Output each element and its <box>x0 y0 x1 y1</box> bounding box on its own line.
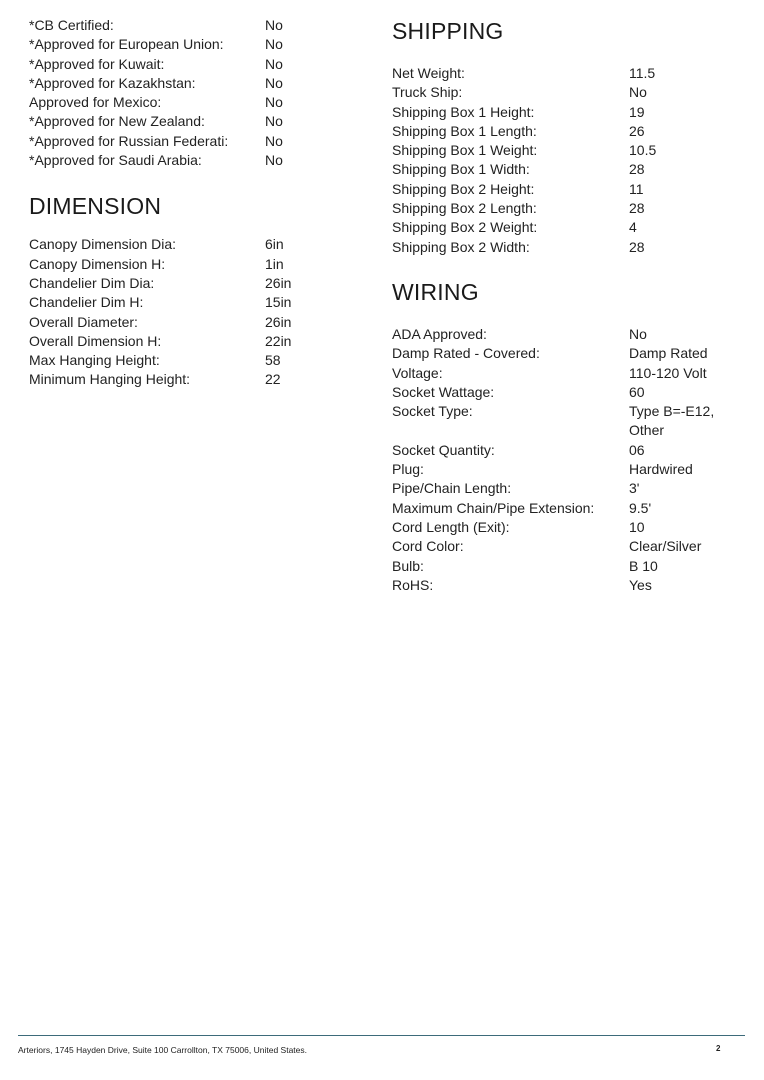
spec-label: Canopy Dimension Dia: <box>29 236 177 253</box>
wiring-list <box>392 325 752 595</box>
spec-value: 110-120 Volt <box>629 364 707 381</box>
wiring-section <box>392 277 752 595</box>
wiring-row <box>392 460 752 479</box>
spec-value: 26 <box>629 122 645 139</box>
shipping-row <box>392 83 752 102</box>
spec-label: *Approved for Kazakhstan: <box>29 74 196 91</box>
spec-label: Overall Diameter: <box>29 313 138 330</box>
left-column <box>29 16 349 390</box>
spec-value: 4 <box>629 219 637 236</box>
spec-value: No <box>629 84 647 101</box>
spec-label: *Approved for Saudi Arabia: <box>29 152 202 169</box>
right-column <box>392 16 752 595</box>
spec-value: No <box>265 152 283 169</box>
spec-label: RoHS: <box>392 576 434 593</box>
dimension-row <box>29 370 349 389</box>
spec-label: Max Hanging Height: <box>29 352 160 369</box>
spec-label: Socket Type: <box>392 403 473 420</box>
spec-value: 26in <box>265 313 292 330</box>
spec-value: Yes <box>629 576 652 593</box>
spec-label: Shipping Box 2 Weight: <box>392 219 538 236</box>
shipping-row <box>392 64 752 83</box>
spec-label: Socket Quantity: <box>392 441 495 458</box>
spec-label: Shipping Box 1 Weight: <box>392 142 538 159</box>
spec-label: *Approved for Russian Federati: <box>29 132 229 149</box>
spec-label: Voltage: <box>392 364 443 381</box>
spec-value: 22 <box>265 371 281 388</box>
wiring-row <box>392 499 752 518</box>
spec-value: 26in <box>265 274 292 291</box>
wiring-row <box>392 325 752 344</box>
spec-label: Canopy Dimension H: <box>29 255 166 272</box>
approval-row <box>29 35 349 54</box>
dimension-row <box>29 274 349 293</box>
shipping-row <box>392 199 752 218</box>
spec-value: 22in <box>265 332 292 349</box>
spec-label: *CB Certified: <box>29 17 114 33</box>
spec-value: No <box>265 55 283 72</box>
spec-value: Damp Rated <box>629 345 708 362</box>
spec-label: Shipping Box 1 Length: <box>392 122 537 139</box>
spec-value: No <box>265 17 283 33</box>
spec-value: 11.5 <box>629 65 656 81</box>
shipping-section <box>392 16 752 257</box>
spec-value: Hardwired <box>629 461 693 478</box>
spec-value: B 10 <box>629 557 658 574</box>
section-heading: SHIPPING <box>392 18 504 44</box>
spec-value: 19 <box>629 103 645 120</box>
shipping-row <box>392 103 752 122</box>
spec-label: Cord Length (Exit): <box>392 518 510 535</box>
shipping-row <box>392 141 752 160</box>
spec-value: 28 <box>629 238 645 255</box>
spec-value: No <box>629 325 647 342</box>
wiring-row <box>392 402 752 441</box>
spec-label: Shipping Box 2 Height: <box>392 180 535 197</box>
spec-value: 28 <box>629 161 645 178</box>
spec-value: No <box>265 113 283 130</box>
spec-value: 3' <box>629 480 640 497</box>
wiring-row <box>392 557 752 576</box>
spec-value: 28 <box>629 200 645 217</box>
section-heading: WIRING <box>392 278 479 305</box>
spec-label: Overall Dimension H: <box>29 332 162 349</box>
spec-value: No <box>265 132 283 149</box>
spec-label: Chandelier Dim H: <box>29 294 144 311</box>
footer-divider <box>18 1035 745 1036</box>
wiring-row <box>392 383 752 402</box>
wiring-row <box>392 344 752 363</box>
spec-label: Net Weight: <box>392 65 465 81</box>
spec-label: *Approved for New Zealand: <box>29 113 205 130</box>
spec-value: 15in <box>265 294 292 311</box>
approval-row <box>29 74 349 93</box>
spec-label: Chandelier Dim Dia: <box>29 274 155 291</box>
spec-label: Bulb: <box>392 557 424 574</box>
spec-value: Clear/Silver <box>629 538 702 555</box>
spec-value: 06 <box>629 441 645 458</box>
dimension-list <box>29 235 349 389</box>
spec-label: Cord Color: <box>392 538 464 555</box>
spec-label: ADA Approved: <box>392 325 487 342</box>
section-heading: DIMENSION <box>29 193 162 220</box>
shipping-row <box>392 180 752 199</box>
spec-value: 1in <box>265 255 284 272</box>
dimension-row <box>29 255 349 274</box>
spec-value: 10.5 <box>629 142 657 159</box>
spec-value: No <box>265 74 283 91</box>
page-number: 2 <box>716 1044 721 1053</box>
dimension-row <box>29 235 349 254</box>
dimension-row <box>29 351 349 370</box>
spec-label: Maximum Chain/Pipe Extension: <box>392 499 595 516</box>
spec-value: 6in <box>265 236 284 253</box>
spec-label: Minimum Hanging Height: <box>29 371 191 388</box>
dimension-row <box>29 293 349 312</box>
spec-label: Truck Ship: <box>392 84 463 101</box>
spec-label: Damp Rated - Covered: <box>392 345 540 362</box>
approval-row <box>29 93 349 112</box>
shipping-row <box>392 218 752 237</box>
shipping-row <box>392 160 752 179</box>
dimension-row <box>29 313 349 332</box>
approval-row <box>29 151 349 170</box>
dimension-row <box>29 332 349 351</box>
spec-label: Shipping Box 2 Width: <box>392 238 530 255</box>
wiring-row <box>392 576 752 595</box>
spec-value: 60 <box>629 383 645 400</box>
spec-value: No <box>265 36 283 53</box>
approval-row <box>29 16 349 35</box>
wiring-row <box>392 479 752 498</box>
spec-value: Type B=-E12, Other <box>629 403 715 439</box>
spec-label: Shipping Box 1 Width: <box>392 161 530 178</box>
spec-label: *Approved for European Union: <box>29 36 224 53</box>
spec-value: 9.5' <box>629 499 652 516</box>
dimension-section <box>29 191 349 389</box>
approvals-list <box>29 16 349 170</box>
spec-label: Pipe/Chain Length: <box>392 480 512 497</box>
wiring-row <box>392 537 752 556</box>
shipping-list <box>392 64 752 257</box>
footer-address: Arteriors, 1745 Hayden Drive, Suite 100 Carrollton, TX 75006, United States. <box>18 1045 307 1055</box>
spec-label: Shipping Box 2 Length: <box>392 200 537 217</box>
wiring-row <box>392 441 752 460</box>
approval-row <box>29 55 349 74</box>
spec-value: No <box>265 94 283 111</box>
spec-value: 58 <box>265 352 281 369</box>
spec-value: 10 <box>629 518 645 535</box>
spec-value: 11 <box>629 180 644 197</box>
approval-row <box>29 132 349 151</box>
shipping-row <box>392 238 752 257</box>
spec-label: Plug: <box>392 461 424 478</box>
spec-label: Shipping Box 1 Height: <box>392 103 535 120</box>
shipping-row <box>392 122 752 141</box>
approval-row <box>29 112 349 131</box>
spec-label: *Approved for Kuwait: <box>29 55 165 72</box>
spec-label: Socket Wattage: <box>392 383 495 400</box>
wiring-row <box>392 364 752 383</box>
spec-label: Approved for Mexico: <box>29 94 162 111</box>
wiring-row <box>392 518 752 537</box>
